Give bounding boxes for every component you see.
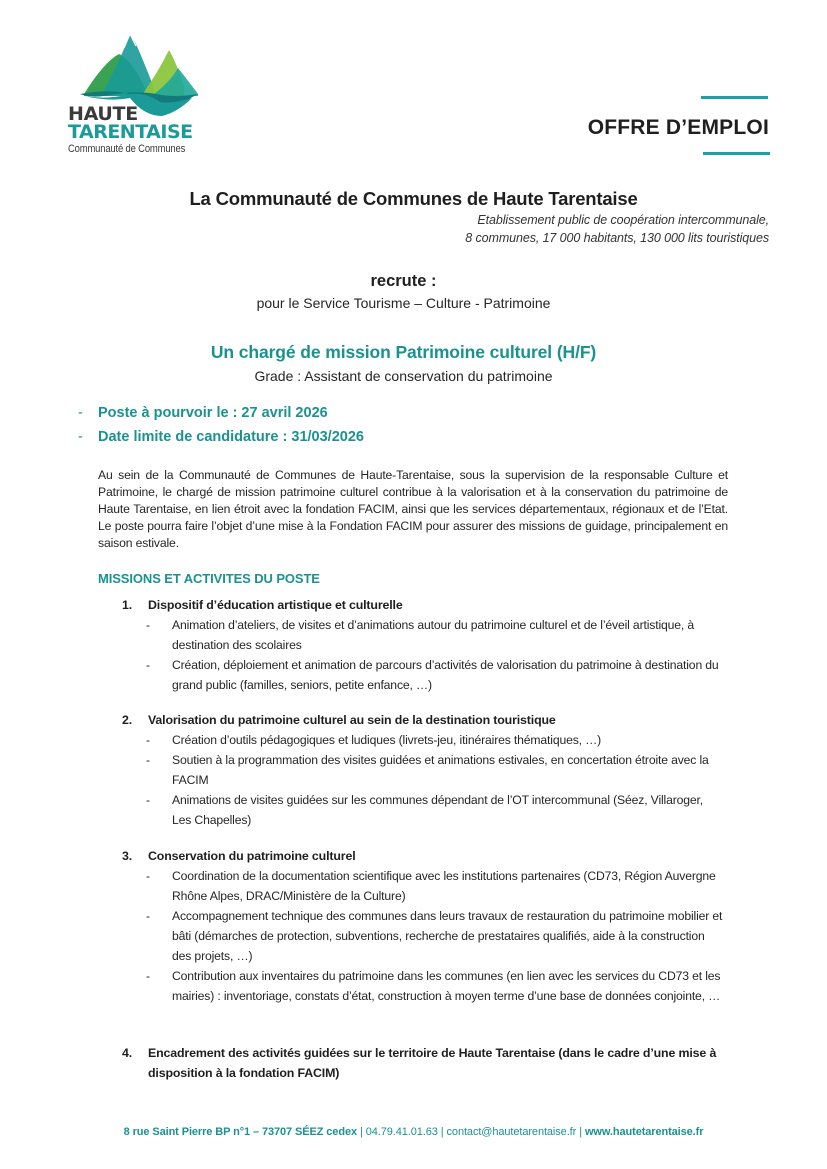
- list-item: [146, 655, 732, 695]
- mission-number: 3.: [122, 849, 133, 863]
- list-item-text: Création, déploiement et animation de parcours d’activités de valorisation du patrimoine à destination du grand public (familles, seniors, petite enfance, …): [172, 658, 719, 692]
- mission-title-row: [122, 846, 732, 866]
- list-item-text: Contribution aux inventaires du patrimoine dans les communes (en lien avec les services du CD73 et les mairies) : inventoriage, constats d’état, construction à moyen terme d’une base de données conjointe, …: [172, 969, 721, 1003]
- list-item: [146, 866, 732, 906]
- footer-phone[interactable]: 04.79.41.01.63: [365, 1126, 438, 1138]
- recruits-heading: recrute :: [370, 272, 437, 290]
- list-item: [146, 750, 732, 790]
- list-item: [146, 730, 732, 750]
- mission-title-row: [122, 1043, 732, 1083]
- logo-subtitle: Communauté de Communes: [68, 143, 186, 155]
- bullet-dash: -: [146, 869, 150, 883]
- mission-bullets: [146, 866, 732, 1006]
- start-date: [78, 405, 328, 421]
- logo-text-tarentaise: TARENTAISE: [68, 121, 193, 143]
- bullet-dash: -: [146, 753, 150, 767]
- mission-title-row: [122, 710, 732, 730]
- footer-separator: |: [440, 1126, 444, 1138]
- service-name: pour le Service Tourisme – Culture - Patrimoine: [256, 295, 551, 311]
- application-deadline: [78, 429, 364, 445]
- footer-email-link[interactable]: contact@hautetarentaise.fr: [446, 1126, 577, 1138]
- missions-heading: MISSIONS ET ACTIVITES DU POSTE: [98, 571, 320, 586]
- mission-title: Encadrement des activités guidées sur le territoire de Haute Tarentaise (dans le cadre d’une mise à disposition à la fondation FACIM): [148, 1046, 717, 1080]
- header-rule-top: [701, 96, 768, 99]
- organisation-name: La Communauté de Communes de Haute Tarentaise: [189, 188, 638, 209]
- job-grade: Grade : Assistant de conservation du patrimoine: [254, 368, 553, 384]
- job-title: Un chargé de mission Patrimoine culturel (H/F): [210, 342, 597, 362]
- mission-number: 1.: [122, 598, 133, 612]
- mission-bullets: [146, 730, 732, 830]
- list-item-text: Accompagnement technique des communes dans leurs travaux de restauration du patrimoine mobilier et bâti (démarches de protection, subventions, recherche de prestataires qualifiés, aide à la construction des projets, …): [172, 909, 723, 963]
- mission-bullets: [146, 615, 732, 695]
- list-item-text: Création d’outils pédagogiques et ludiques (livrets-jeu, itinéraires thématiques, …): [172, 733, 602, 747]
- list-item-text: Animation d’ateliers, de visites et d’animations autour du patrimoine culturel et de l’éveil artistique, à destination des scolaires: [172, 618, 694, 652]
- mission-number: 2.: [122, 713, 133, 727]
- list-item: [146, 615, 732, 655]
- bullet-dash: -: [146, 793, 150, 807]
- list-item: [146, 966, 732, 1006]
- footer-website-link[interactable]: www.hautetarentaise.fr: [584, 1126, 704, 1138]
- mission-title-row: [122, 595, 732, 615]
- mission-title: Dispositif d’éducation artistique et culturelle: [148, 598, 403, 612]
- footer-address: 8 rue Saint Pierre BP n°1 – 73707 SÉEZ cedex: [123, 1126, 357, 1138]
- logo-text-haute: HAUTE: [68, 103, 138, 125]
- page-title: OFFRE D’EMPLOI: [587, 116, 769, 139]
- bullet-dash: -: [146, 733, 150, 747]
- logo: [64, 32, 204, 160]
- organisation-figures: 8 communes, 17 000 habitants, 130 000 lits touristiques: [465, 231, 769, 245]
- list-item-text: Soutien à la programmation des visites guidées et animations estivales, en concertation étroite avec la FACIM: [172, 753, 709, 787]
- organisation-description: Etablissement public de coopération intercommunale,: [477, 213, 769, 227]
- application-deadline-text: Date limite de candidature : 31/03/2026: [98, 429, 364, 445]
- list-item-text: Coordination de la documentation scientifique avec les institutions partenaires (CD73, Région Auvergne Rhône Alpes, DRAC/Ministère de la Culture): [172, 869, 716, 903]
- mission-item: [122, 1043, 732, 1083]
- start-date-text: Poste à pourvoir le : 27 avril 2026: [98, 405, 328, 421]
- header-rule-bottom: [703, 152, 770, 155]
- bullet-dash: -: [78, 429, 83, 445]
- footer-separator: |: [579, 1126, 582, 1138]
- footer-contact: [0, 1126, 827, 1138]
- mission-item: [122, 710, 732, 830]
- mission-title: Conservation du patrimoine culturel: [148, 849, 356, 863]
- mission-item: [122, 846, 732, 1006]
- list-item: [146, 906, 732, 966]
- list-item-text: Animations de visites guidées sur les communes dépendant de l’OT intercommunal (Séez, Villaroger, Les Chapelles): [172, 793, 704, 827]
- footer-separator: |: [359, 1126, 363, 1138]
- bullet-dash: -: [146, 969, 150, 983]
- bullet-dash: -: [146, 618, 150, 632]
- mission-title: Valorisation du patrimoine culturel au sein de la destination touristique: [148, 713, 556, 727]
- bullet-dash: -: [78, 405, 83, 421]
- mission-item: [122, 595, 732, 695]
- list-item: [146, 790, 732, 830]
- mission-number: 4.: [122, 1046, 133, 1060]
- bullet-dash: -: [146, 909, 150, 923]
- bullet-dash: -: [146, 658, 150, 672]
- intro-paragraph: Au sein de la Communauté de Communes de Haute-Tarentaise, sous la supervision de la responsable Culture et Patrimoine, le chargé de mission patrimoine culturel contribue à la valorisation et à la conservation du patrimoine de Haute Tarentaise, en lien étroit avec la fondation FACIM, ainsi que les services départementaux, régionaux et de l’Etat. Le poste pourra faire l’objet d’une mise à la Fondation FACIM pour assurer des missions de guidage, principalement en saison estivale.: [98, 468, 728, 550]
